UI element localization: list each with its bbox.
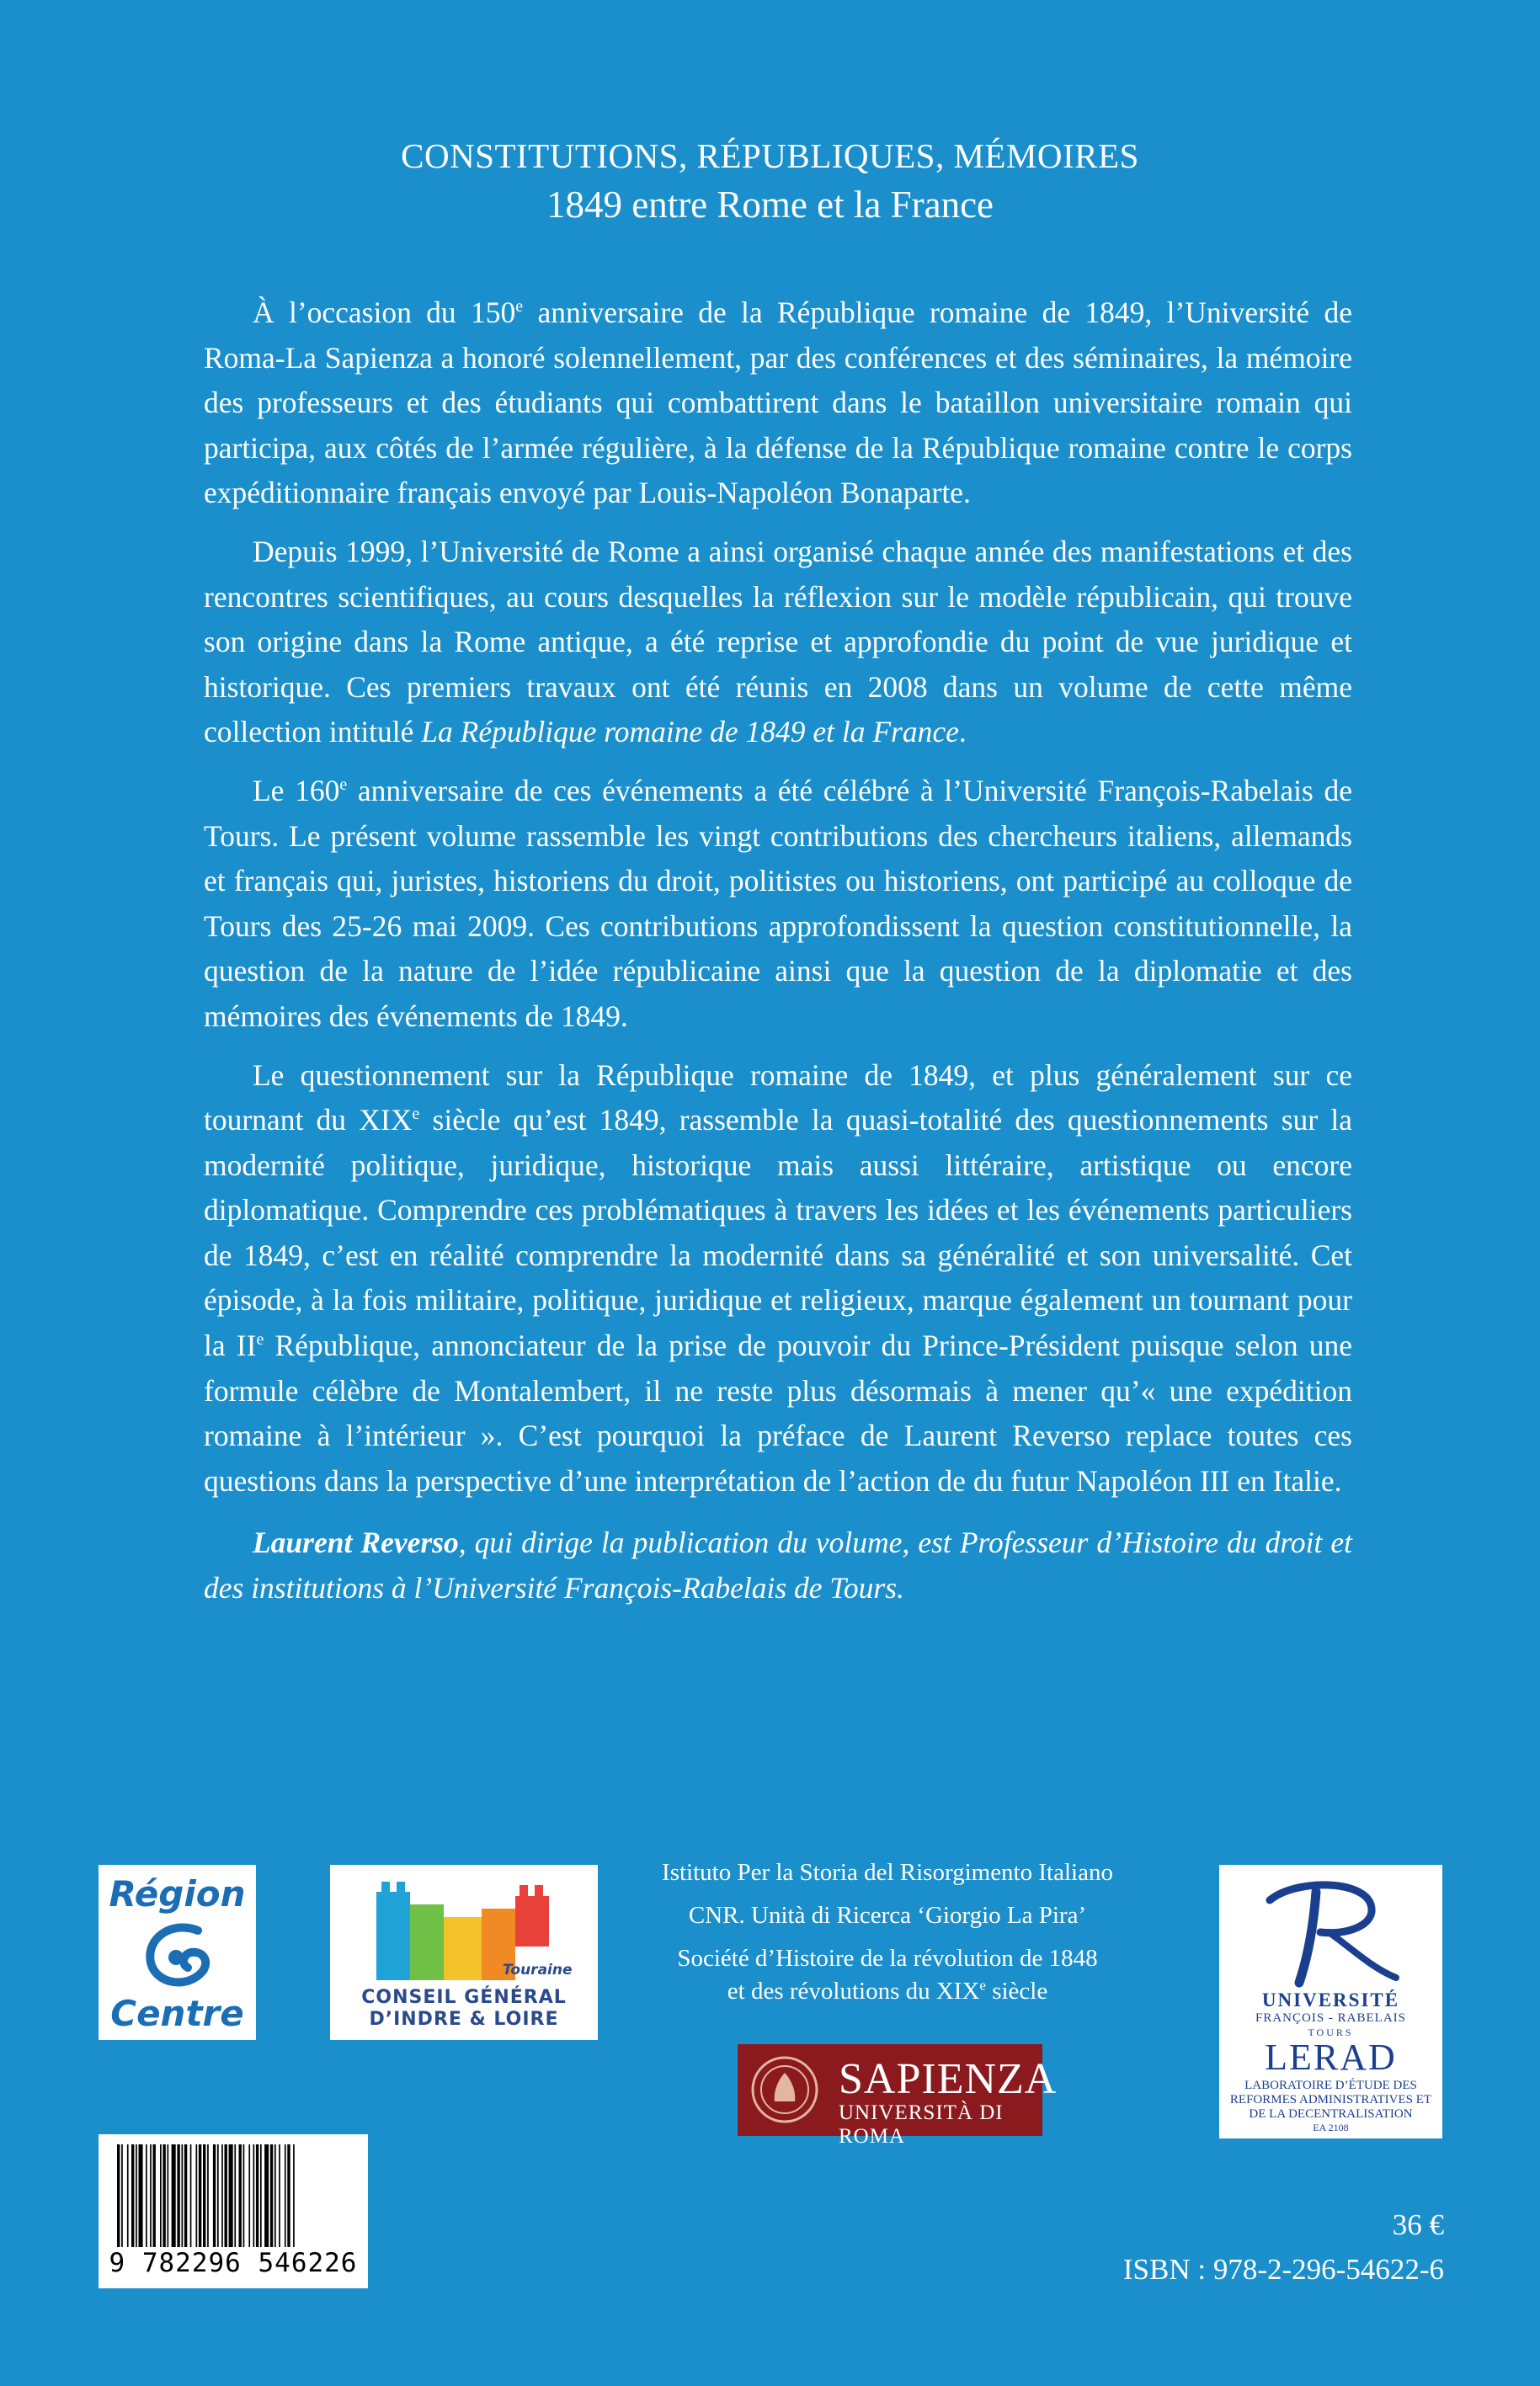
isbn: ISBN : 978-2-296-54622-6 bbox=[1122, 2253, 1444, 2286]
paragraph-2: Depuis 1999, l’Université de Rome a ainsi organisé chaque année des manifestations et des rencontres scientifiques, au cours desquelles la réflexion sur le modèle républicain, qui trouve son origine dans la Rome antique, a été reprise et approfondie du point de vue juridique et historique. Ces premiers travaux ont été réunis en 2008 dans un volume de cette même collection intitulé La République romaine de 1849 et la France. bbox=[204, 534, 1352, 749]
barcode-digits: 9 782296 546226 bbox=[109, 2248, 358, 2278]
book-title: CONSTITUTIONS, RÉPUBLIQUES, MÉMOIRES bbox=[401, 136, 1139, 175]
partner-institutions: Istituto Per la Storia del Risorgimento Italiano CNR. Unità di Ricerca ‘Giorgio La Pira’ Société d’Histoire de la révolution de 1848 et des révolutions du XIXe siècle bbox=[662, 1859, 1113, 2005]
cover-header bbox=[0, 133, 1540, 231]
university-r-icon bbox=[1253, 1875, 1409, 1989]
paragraph-1: À l’occasion du 150e anniversaire de la République romaine de 1849, l’Université de Roma-La Sapienza a honoré solennellement, par des conférences et des séminaires, la mémoire des professeurs et des étudiants qui combattirent dans le bataillon universitaire romain qui participa, aux côtés de l’armée régulière, à la défense de la République romaine contre le corps expéditionnaire français envoyé par Louis-Napoléon Bonaparte. bbox=[204, 296, 1352, 510]
book-subtitle: 1849 entre Rome et la France bbox=[546, 184, 994, 226]
sapienza-logo: SAPIENZA UNIVERSITÀ DI ROMA bbox=[738, 2044, 1042, 2136]
paragraph-3: Le 160e anniversaire de ces événements a été célébré à l’Université François-Rabelais de Tours. Le présent volume rassemble les vingt contributions des chercheurs italiens, allemands et français qui, juristes, historiens du droit, politistes ou historiens, ont participé au colloque de Tours des 25-26 mai 2009. Ces contributions approfondissent la question constitutionnelle, la question de la nature de l’idée républicaine ainsi que la question de la diplomatie et des mémoires des événements de 1849. bbox=[204, 773, 1352, 1033]
svg-text:Touraine: Touraine bbox=[503, 1962, 573, 1979]
blurb bbox=[204, 290, 1352, 1625]
castle-icon bbox=[376, 1875, 573, 1980]
price: 36 € bbox=[1392, 2208, 1444, 2241]
barcode-bars bbox=[115, 2144, 351, 2247]
author-name: Laurent Reverso bbox=[253, 1526, 459, 1560]
paragraph-4: Le questionnement sur la République romaine de 1849, et plus généralement sur ce tournant du XIXe siècle qu’est 1849, rassemble la quasi-totalité des questionnements sur la modernité politique, juridique, historique mais aussi littéraire, artistique ou encore diplomatique. Comprendre ces problématiques à travers les idées et les événements particuliers de 1849, c’est en réalité comprendre la modernité dans sa généralité et son universalité. Cet épisode, à la fois militaire, politique, juridique et religieux, marque également un tournant pour la IIe République, annonciateur de la prise de pouvoir du Prince-Président puisque selon une formule célèbre de Montalembert, il ne reste plus désormais à mener qu’« une expédition romaine à l’intérieur ». C’est pourquoi la préface de Laurent Reverso replace toutes ces questions dans la perspective d’une interprétation de l’action de du futur Napoléon III en Italie. bbox=[204, 1057, 1353, 1498]
author-bio: Laurent Reverso, qui dirige la publication du volume, est Professeur d’Histoire du droit et des institutions à l’Université François-Rabelais de Tours. bbox=[204, 1526, 1353, 1606]
isbn-barcode bbox=[99, 2134, 368, 2288]
sapienza-seal-icon bbox=[748, 2054, 822, 2126]
region-centre-logo: Région Centre bbox=[99, 1865, 256, 2040]
touraine-logo: Touraine CONSEIL GÉNÉRAL D’INDRE & LOIRE bbox=[330, 1865, 598, 2040]
universite-tours-lerad-logo: UNIVERSITÉ FRANÇOIS - RABELAIS TOURS LERAD LABORATOIRE D’ÉTUDE DES REFORMES ADMINISTRATIVES ET DE LA DECENTRALISATION EA 2108 bbox=[1219, 1865, 1442, 2138]
region-swirl-icon bbox=[139, 1920, 216, 1993]
